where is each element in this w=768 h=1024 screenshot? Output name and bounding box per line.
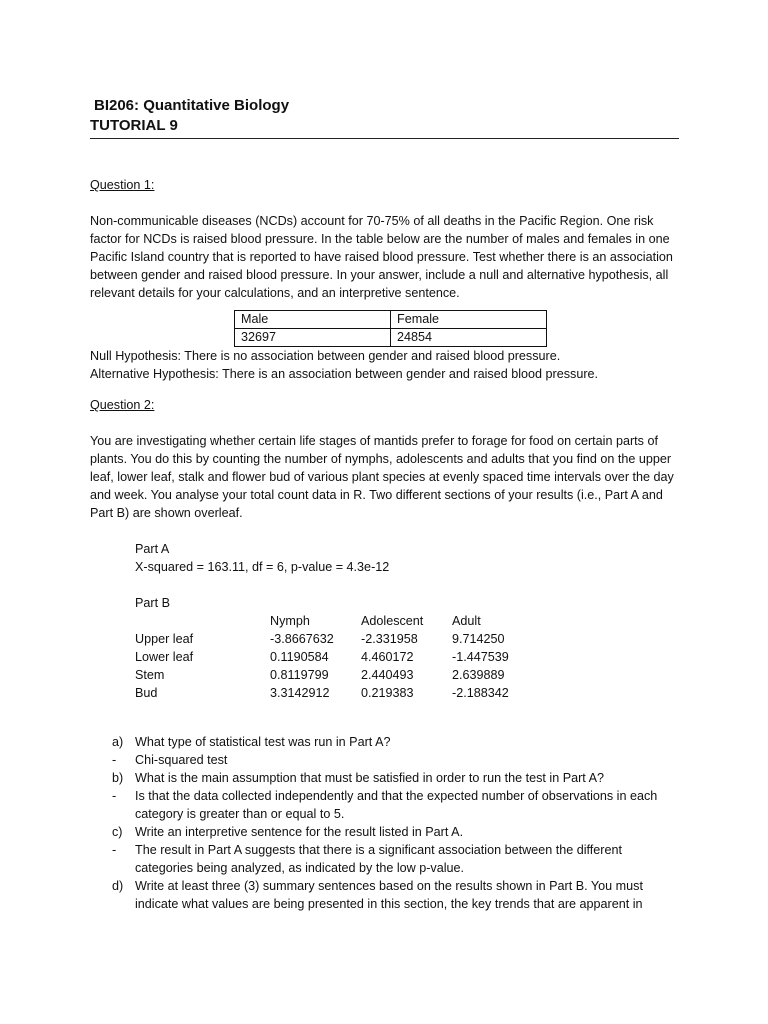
row-label: Upper leaf xyxy=(135,632,194,646)
table-row xyxy=(135,684,552,702)
table-cell: 2.639889 xyxy=(452,668,505,682)
document-header xyxy=(90,96,679,136)
row-label: Bud xyxy=(135,686,158,700)
list-item xyxy=(90,841,680,877)
row-label: Lower leaf xyxy=(135,650,194,664)
item-text: Write at least three (3) summary sentences based on the results shown in Part B. You must indicate what values are being presented in this section, the key trends that are apparent in xyxy=(135,879,643,911)
null-hypothesis: Null Hypothesis: There is no association between gender and raised blood pressure. xyxy=(90,349,561,363)
question-1-title: Question 1: xyxy=(90,178,155,192)
table-value-female: 24854 xyxy=(391,329,547,347)
table-row xyxy=(135,666,552,684)
item-marker: b) xyxy=(112,771,124,785)
list-item xyxy=(90,751,680,769)
table-cell: -1.447539 xyxy=(452,650,509,664)
table-cell: 4.460172 xyxy=(361,650,414,664)
header-divider xyxy=(90,138,679,139)
part-a-label: Part A xyxy=(135,542,170,556)
table-value-male: 32697 xyxy=(235,329,391,347)
part-b-label: Part B xyxy=(135,596,170,610)
part-b-col-header: Adolescent xyxy=(361,614,424,628)
item-text: Chi-squared test xyxy=(135,753,228,767)
question-2-items xyxy=(90,733,680,913)
item-marker: a) xyxy=(112,735,124,749)
blood-pressure-table xyxy=(234,310,547,347)
alternative-hypothesis: Alternative Hypothesis: There is an association between gender and raised blood pressure. xyxy=(90,367,599,381)
item-marker: d) xyxy=(112,879,124,893)
item-text: Write an interpretive sentence for the result listed in Part A. xyxy=(135,825,464,839)
item-marker: c) xyxy=(112,825,123,839)
question-2-title: Question 2: xyxy=(90,398,155,412)
list-item xyxy=(90,769,680,787)
question-1-text: Non-communicable diseases (NCDs) account for 70-75% of all deaths in the Pacific Region. One risk factor for NCDs is raised blood pressure. In the table below are the number of males and females in one Pacific Island country that is reported to have raised blood pressure. Test whether there is an association between gender and raised blood pressure. In your answer, include a null and alternative hypothesis, all relevant details for your calculations, and an interpretive sentence. xyxy=(90,214,673,300)
part-a-result: X-squared = 163.11, df = 6, p-value = 4.3e-12 xyxy=(135,560,390,574)
document-body xyxy=(90,176,680,913)
table-cell: 0.8119799 xyxy=(270,668,329,682)
part-b-col-header: Nymph xyxy=(270,614,310,628)
item-text: Is that the data collected independently and that the expected number of observations in each category is greater than or equal to 5. xyxy=(135,789,658,821)
part-b-residuals-table xyxy=(135,612,552,702)
item-marker: - xyxy=(112,789,117,803)
list-item xyxy=(90,877,680,913)
table-cell: -2.188342 xyxy=(452,686,509,700)
part-b-corner xyxy=(135,612,270,630)
item-marker: - xyxy=(112,843,117,857)
table-value-row xyxy=(235,329,547,347)
table-cell: 9.714250 xyxy=(452,632,505,646)
item-text: What type of statistical test was run in Part A? xyxy=(135,735,391,749)
table-header-male: Male xyxy=(235,311,391,329)
list-item xyxy=(90,733,680,751)
table-row xyxy=(135,648,552,666)
table-cell: 2.440493 xyxy=(361,668,414,682)
item-text: What is the main assumption that must be satisfied in order to run the test in Part A? xyxy=(135,771,604,785)
table-cell: 0.1190584 xyxy=(270,650,329,664)
table-cell: -2.331958 xyxy=(361,632,418,646)
list-item xyxy=(90,823,680,841)
part-b-header-row xyxy=(135,612,552,630)
table-header-row xyxy=(235,311,547,329)
table-cell: 3.3142912 xyxy=(270,686,330,700)
tutorial-title: TUTORIAL 9 xyxy=(90,117,178,134)
list-item xyxy=(90,787,680,823)
row-label: Stem xyxy=(135,668,165,682)
part-b-col-header: Adult xyxy=(452,614,481,628)
table-cell: 0.219383 xyxy=(361,686,414,700)
table-cell: -3.8667632 xyxy=(270,632,334,646)
question-2-text: You are investigating whether certain life stages of mantids prefer to forage for food on certain parts of plants. You do this by counting the number of nymphs, adolescents and adults that you find on the upper leaf, lower leaf, stalk and flower bud of various plant species at evenly spaced time intervals over the day and week. You analyse your total count data in R. Two different sections of your results (i.e., Part A and Part B) are shown overleaf. xyxy=(90,434,674,520)
table-header-female: Female xyxy=(391,311,547,329)
course-title: BI206: Quantitative Biology xyxy=(94,97,290,114)
table-row xyxy=(135,630,552,648)
item-text: The result in Part A suggests that there is a significant association between the different categories being analyzed, as indicated by the low p-value. xyxy=(135,843,623,875)
item-marker: - xyxy=(112,753,117,767)
